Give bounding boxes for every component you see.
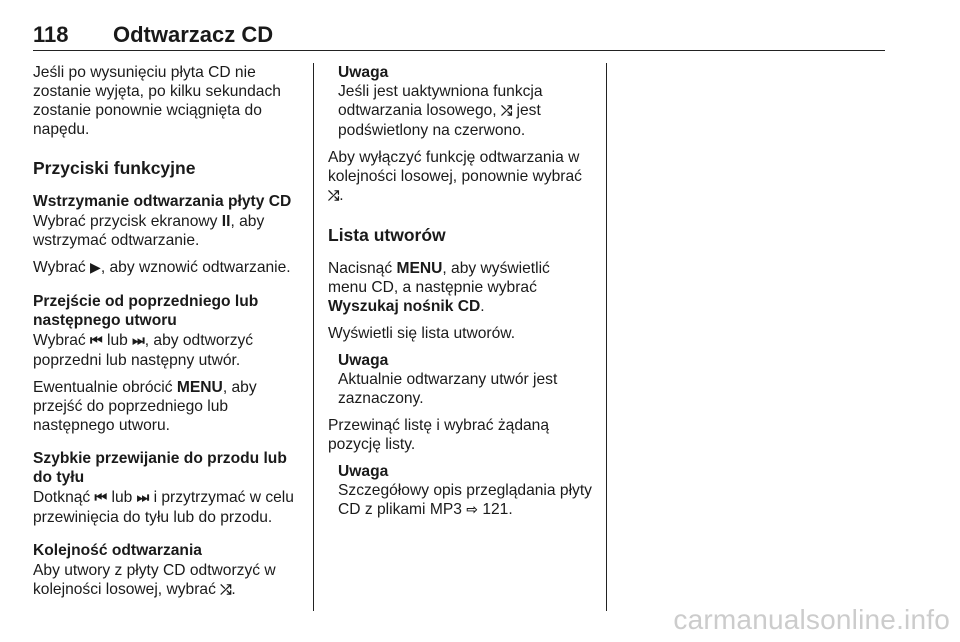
subsection-title-order: Kolejność odtwarzania	[33, 542, 202, 559]
note-title: Uwaga	[338, 64, 389, 81]
note-current-track: Uwaga Aktualnie odtwarzany utwór jest zaznaczony.	[338, 351, 592, 408]
page-title: Odtwarzacz CD	[113, 22, 274, 47]
shuffle-icon: ⤮	[220, 582, 232, 598]
column-divider-right	[606, 63, 607, 611]
next-track-icon: ⏭	[136, 490, 150, 506]
subsection-title-seek: Szybkie przewijanie do przodu lub do tyłu	[33, 450, 287, 486]
page-number: 118	[33, 22, 69, 47]
previous-track-icon: ⏮	[94, 490, 108, 506]
seek-paragraph: Dotknąć ⏮ lub ⏭ i przytrzymać w celu przewinięcia do tyłu lub do przodu.	[33, 489, 294, 526]
previous-track-icon: ⏮	[90, 333, 103, 349]
pause-icon: II	[221, 213, 231, 230]
note-mp3: Uwaga Szczegółowy opis przeglądania płyty CD z plikami MP3 ⇨ 121.	[338, 463, 592, 518]
next-track-icon: ⏭	[132, 333, 145, 349]
column-middle	[328, 63, 592, 528]
search-cd-keyword: Wyszukaj nośnik CD	[328, 298, 481, 315]
watermark: carmanualsonline.info	[673, 604, 950, 635]
track-list-paragraph: Nacisnąć MENU, aby wyświetlić menu CD, a następnie wybrać Wyszukaj nośnik CD.	[328, 260, 550, 315]
subsection-title-pause: Wstrzymanie odtwarzania płyty CD	[33, 193, 292, 210]
note-shuffle: Uwaga Jeśli jest uaktywniona funkcja odtwarzania losowego, ⤮ jest podświetlony na czerwono.	[338, 63, 592, 140]
intro-paragraph: Jeśli po wysunięciu płyta CD nie zostanie wyjęta, po kilku sekundach zostanie ponownie wciągnięta do napędu.	[33, 64, 281, 138]
note-title: Uwaga	[338, 463, 389, 480]
shuffle-icon: ⤮	[328, 188, 340, 204]
resume-paragraph: Wybrać ▶, aby wznowić odtwarzanie.	[33, 259, 291, 276]
scroll-list-paragraph: Przewinąć listę i wybrać żądaną pozycję listy.	[328, 417, 550, 453]
note-title: Uwaga	[338, 352, 389, 369]
play-icon: ▶	[90, 260, 101, 276]
page-reference[interactable]: 121	[482, 501, 509, 518]
track-list-shown-paragraph: Wyświetli się lista utworów.	[328, 325, 516, 342]
shuffle-icon: ⤮	[500, 103, 513, 119]
subsection-title-track: Przejście od poprzedniego lub następnego utworu	[33, 293, 259, 329]
arrow-reference-icon: ⇨	[466, 502, 478, 518]
menu-rotate-paragraph: Ewentualnie obrócić MENU, aby przejść do poprzedniego lub następnego utworu.	[33, 379, 257, 434]
pause-paragraph: Wybrać przycisk ekranowy II, aby wstrzymać odtwarzanie.	[33, 213, 265, 249]
column-divider-left	[313, 63, 314, 611]
page-header	[33, 20, 885, 51]
order-paragraph: Aby utwory z płyty CD odtworzyć w kolejności losowej, wybrać ⤮.	[33, 562, 276, 598]
track-paragraph: Wybrać ⏮ lub ⏭, aby odtworzyć poprzedni lub następny utwór.	[33, 332, 254, 369]
menu-keyword: MENU	[396, 260, 443, 277]
menu-keyword: MENU	[176, 379, 223, 396]
column-left	[33, 63, 301, 608]
section-title-function-buttons: Przyciski funkcyjne	[33, 158, 196, 178]
shuffle-off-paragraph: Aby wyłączyć funkcję odtwarzania w kolejności losowej, ponownie wybrać ⤮.	[328, 149, 582, 204]
section-title-track-list: Lista utworów	[328, 225, 446, 245]
